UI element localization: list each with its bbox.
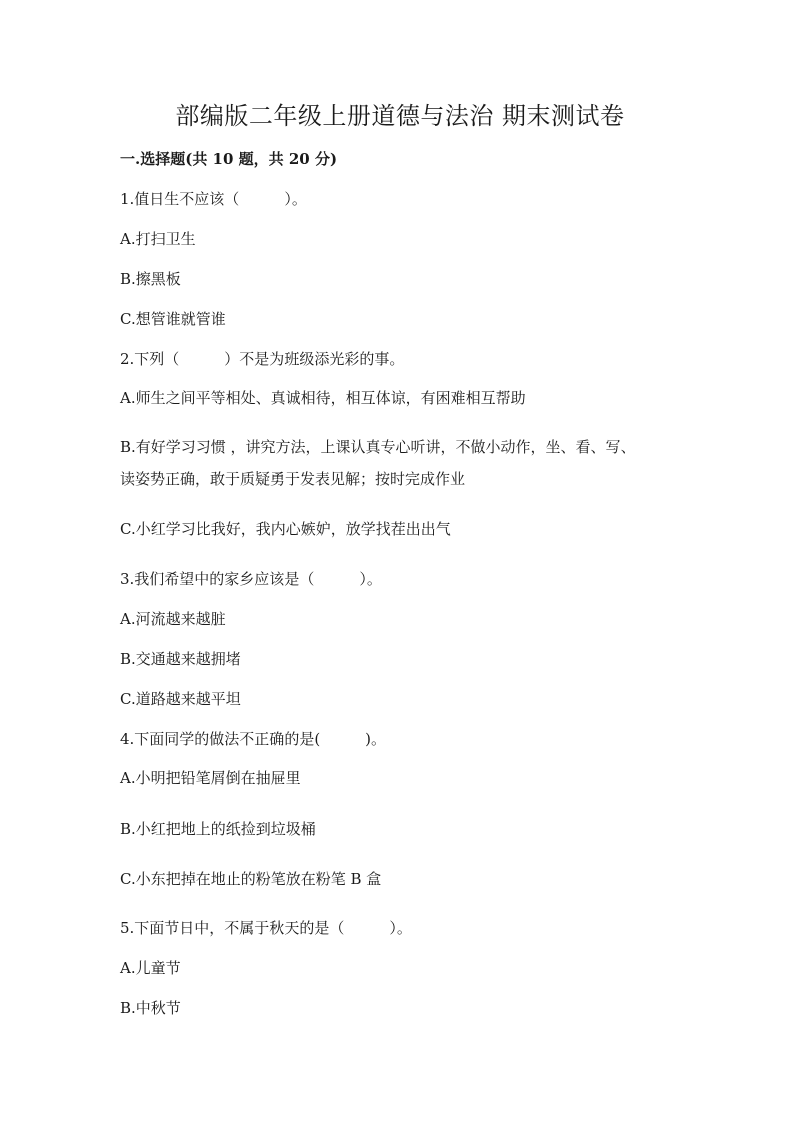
- question-4-option-b: B.小红把地上的纸捡到垃圾桶: [120, 820, 316, 838]
- question-1-option-a: A.打扫卫生: [120, 230, 196, 248]
- question-1-stem: 1.值日生不应该（ ）。: [120, 190, 307, 208]
- question-1-option-c: C.想管谁就管谁: [120, 310, 226, 328]
- question-3-option-b: B.交通越来越拥堵: [120, 650, 241, 668]
- question-2-option-b: B.有好学习习惯 ，讲究方法，上课认真专心听讲，不做小动作，坐、看、写、: [120, 438, 636, 456]
- question-2-option-a: A.师生之间平等相处、真诚相待，相互体谅，有困难相互帮助: [120, 389, 526, 407]
- question-4-option-c: C.小东把掉在地止的粉笔放在粉笔 B 盒: [120, 870, 382, 888]
- question-5-option-b: B.中秋节: [120, 999, 181, 1017]
- page-title: 部编版二年级上册道德与法治 期末测试卷: [175, 102, 625, 130]
- question-5-stem: 5.下面节日中，不属于秋天的是（ ）。: [120, 919, 412, 937]
- question-2-option-b-continued: 读姿势正确，敢于质疑勇于发表见解；按时完成作业: [120, 470, 466, 488]
- question-4-option-a: A.小明把铅笔屑倒在抽屉里: [120, 769, 301, 787]
- question-3-option-a: A.河流越来越脏: [120, 610, 226, 628]
- question-1-option-b: B.擦黑板: [120, 270, 181, 288]
- question-5-option-a: A.儿童节: [120, 959, 181, 977]
- question-2-option-c: C.小红学习比我好，我内心嫉妒，放学找茬出出气: [120, 520, 451, 538]
- section-heading: 一.选择题(共 10 题，共 20 分): [120, 150, 338, 168]
- question-2-stem: 2.下列（ ）不是为班级添光彩的事。: [120, 350, 405, 368]
- question-4-stem: 4.下面同学的做法不正确的是( )。: [120, 730, 387, 748]
- question-3-option-c: C.道路越来越平坦: [120, 690, 241, 708]
- question-3-stem: 3.我们希望中的家乡应该是（ ）。: [120, 570, 382, 588]
